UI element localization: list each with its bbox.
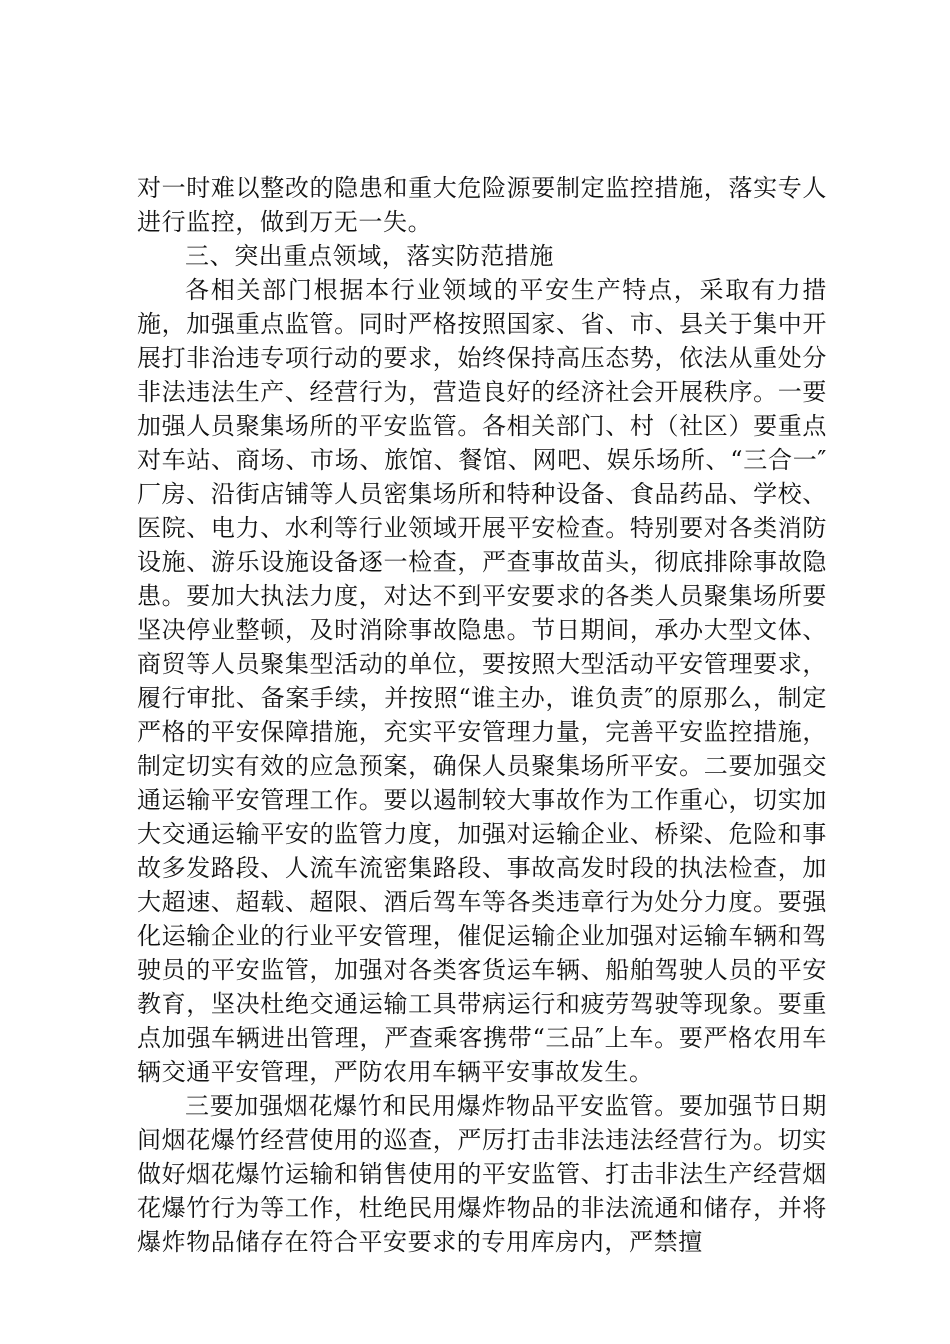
paragraph-3: 三要加强烟花爆竹和民用爆炸物品平安监管。要加强节日期间烟花爆竹经营使用的巡查，严厉打击非法违法经营行为。切实做好烟花爆竹运输和销售使用的平安监管、打击非法生产经营烟花爆竹行为等工作，杜绝民用爆炸物品的非法流通和储存，并将爆炸物品储存在符合平安要求的专用库房内，严禁擅 [137,1092,827,1256]
section-heading: 三、突出重点领域，落实防范措施 [185,242,554,270]
paragraph-2: 各相关部门根据本行业领域的平安生产特点，采取有力措施，加强重点监管。同时严格按照国家、省、市、县关于集中开展打非治违专项行动的要求，始终保持高压态势，依法从重处分非法违法生产、经营行为，营造良好的经济社会开展秩序。一要加强人员聚集场所的平安监管。各相关部门、村（社区）要重点对车站、商场、市场、旅馆、餐馆、网吧、娱乐场所、“三合一″厂房、沿街店铺等人员密集场所和特种设备、食品药品、学校、医院、电力、水利等行业领域开展平安检查。特别要对各类消防设施、游乐设施设备逐一检查，严查事故苗头，彻底排除事故隐患。要加大执法力度，对达不到平安要求的各类人员聚集场所要坚决停业整顿，及时消除事故隐患。节日期间，承办大型文体、商贸等人员聚集型活动的单位，要按照大型活动平安管理要求，履行审批、备案手续，并按照“谁主办，谁负责″的原那么，制定严格的平安保障措施，充实平安管理力量，完善平安监控措施，制定切实有效的应急预案，确保人员聚集场所平安。二要加强交通运输平安管理工作。要以遏制较大事故作为工作重心，切实加大交通运输平安的监管力度，加强对运输企业、桥梁、危险和事故多发路段、人流车流密集路段、事故高发时段的执法检查，加大超速、超载、超限、酒后驾车等各类违章行为处分力度。要强化运输企业的行业平安管理，催促运输企业加强对运输车辆和驾驶员的平安监管，加强对各类客货运车辆、船舶驾驶人员的平安教育，坚决杜绝交通运输工具带病运行和疲劳驾驶等现象。要重点加强车辆进出管理，严查乘客携带“三品″上车。要严格农用车辆交通平安管理，严防农用车辆平安事故发生。 [137,276,827,1086]
document-body [137,171,827,1259]
paragraph-1: 对一时难以整改的隐患和重大危险源要制定监控措施，落实专人进行监控，做到万无一失。 [137,174,827,236]
